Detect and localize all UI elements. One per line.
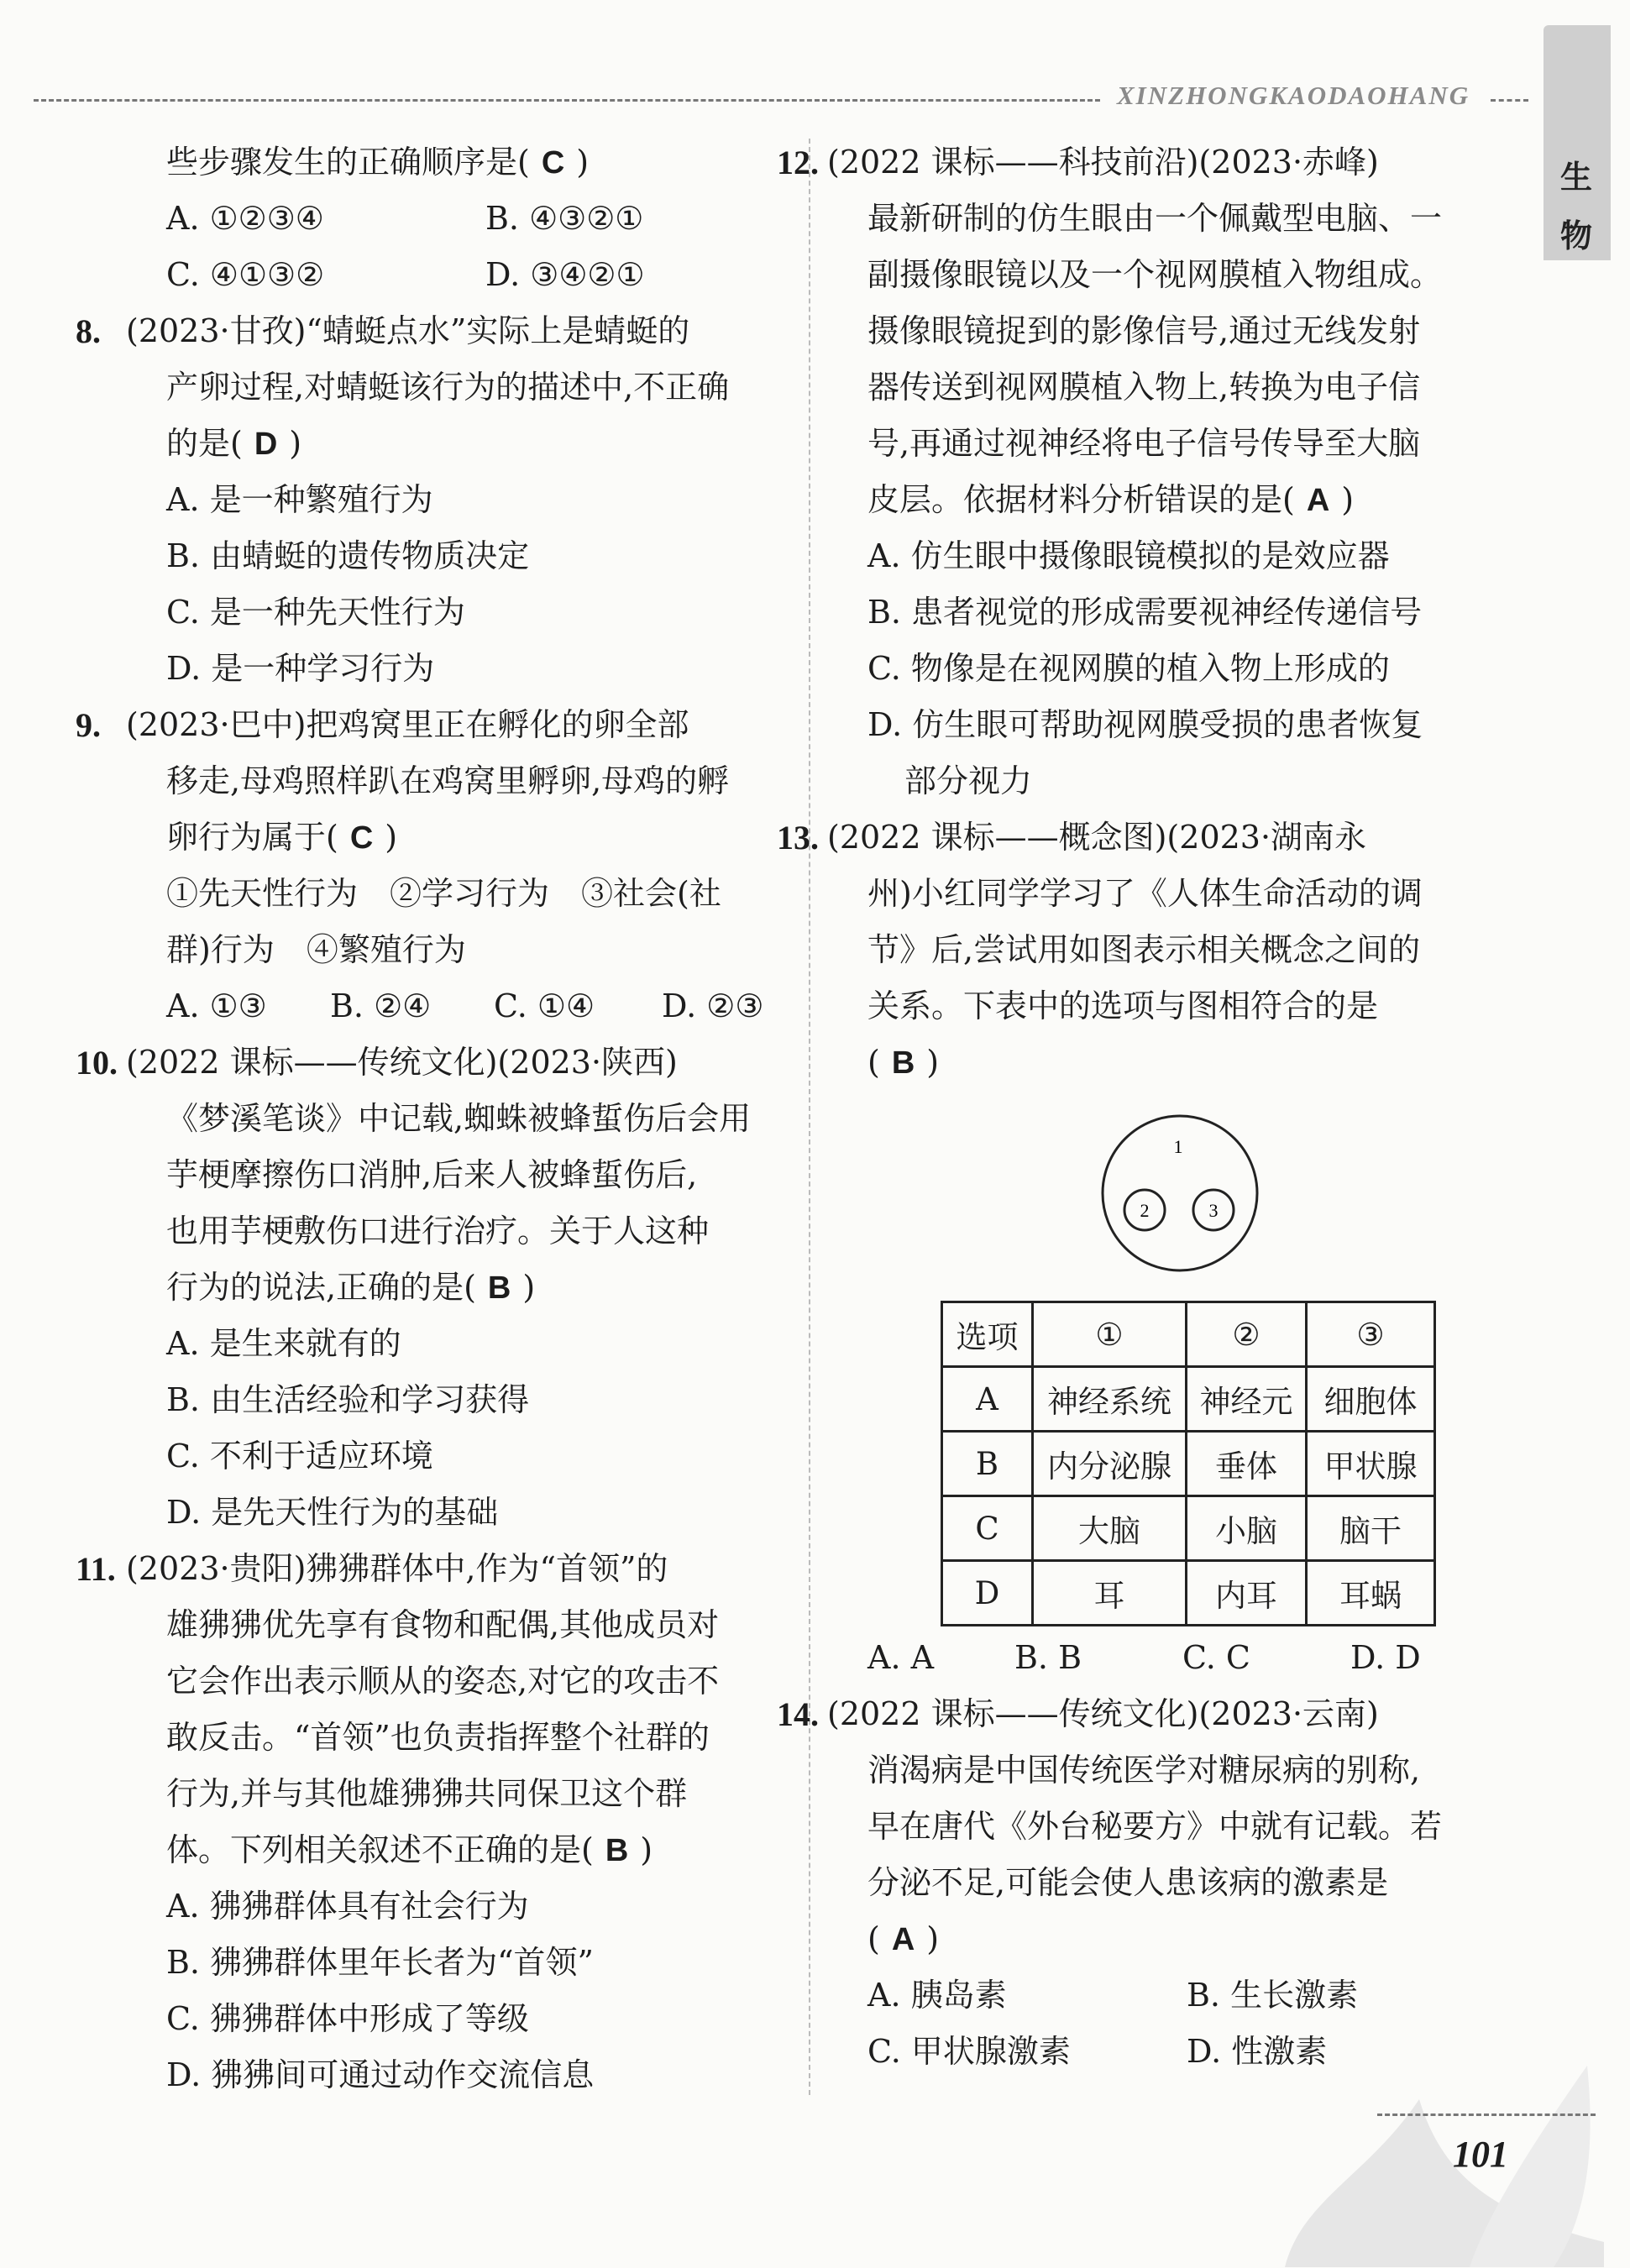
option-b: B. 狒狒群体里年长者为“首领” [166,1944,594,1981]
option-a: A. 狒狒群体具有社会行为 [166,1888,529,1925]
question-stem: 最新研制的仿生眼由一个佩戴型电脑、一 [867,200,1443,237]
option-b: B. ④③②① [485,200,644,237]
table-row [942,1561,1435,1626]
question-stem: 摄像眼镜捉到的影像信号,通过无线发射 [867,312,1421,349]
table-cell: 神经元 [1187,1367,1307,1432]
option-b: B. ②④ [330,987,432,1024]
table-header-row [942,1302,1435,1367]
question-stem: 《梦溪笔谈》中记载,蜘蛛被蜂蜇伤后会用 [166,1100,752,1137]
circle-label-2: 2 [1140,1200,1150,1221]
options-table [941,1301,1436,1626]
options-row [126,191,789,247]
table-cell: 耳蜗 [1307,1561,1435,1626]
table-cell: 大脑 [1033,1496,1187,1561]
option-d: D. D [1350,1639,1421,1676]
question-stem: 分泌不足,可能会使人患该病的激素是 [867,1864,1389,1901]
table-row [942,1367,1435,1432]
question-stem: 关系。下表中的选项与图相符合的是 [867,987,1379,1024]
circle-label-3: 3 [1208,1200,1219,1221]
table-cell: 耳 [1033,1561,1187,1626]
option-c: C. 甲状腺激素 [867,2033,1071,2070]
options-row [827,1967,1482,2024]
option-b: B. B [1014,1639,1082,1676]
options-row [126,247,789,303]
option-a: A. 胰岛素 [867,1977,1007,2014]
question-number: 11. [76,1550,116,1588]
option-d: D. ③④②① [485,256,645,293]
options-row [126,978,789,1034]
answer: B [891,1045,915,1081]
question-stem: 副摄像眼镜以及一个视网膜植入物组成。 [867,256,1443,293]
question-stem: (2022 课标——概念图)(2023·湖南永 [827,819,1367,856]
table-cell: C [942,1496,1033,1561]
circle-label-1: 1 [1173,1136,1183,1157]
table-cell: B [942,1432,1033,1496]
table-cell: 神经系统 [1033,1367,1187,1432]
question-stem: 体。下列相关叙述不正确的是( [166,1831,594,1868]
header-rule-end [1491,99,1528,102]
options-row [827,1630,1482,1686]
question-stem: (2023·甘孜)“蜻蜓点水”实际上是蜻蜓的 [126,312,690,349]
question-13: 13. (2022 课标——概念图)(2023·湖南永 州)小红同学学习了《人体生命活动的调 节》后,尝试用如图表示相关概念之间的 关系。下表中的选项与图相符合的是 ( B ) 1 2 3 选项 ① ② ③ A 神经系统 神经元 细胞体 B 内分泌腺 垂体 甲状腺 C 大脑 小脑 脑干 D 耳 内耳 耳蜗 A. A B. B C. C D. D [827,809,1482,1686]
question-14: 14. (2022 课标——传统文化)(2023·云南) 消渴病是中国传统医学对糖尿病的别称, 早在唐代《外台秘要方》中就有记载。若 分泌不足,可能会使人患该病的激素是 ( A ) A. 胰岛素 B. 生长激素 C. 甲状腺激素 D. 性激素 [827,1686,1482,2080]
table-cell: 脑干 [1307,1496,1435,1561]
question-stem: 行为,并与其他雄狒狒共同保卫这个群 [166,1775,688,1812]
option-c: C. 不利于适应环境 [166,1438,433,1474]
question-7-tail: 些步骤发生的正确顺序是( C ) A. ①②③④ B. ④③②① C. ④①③② D. ③④②① [126,134,789,303]
footer-rule [1377,2113,1596,2116]
option-a: A. 是一种繁殖行为 [166,481,433,518]
option-c: C. 物像是在视网膜的植入物上形成的 [867,650,1390,687]
left-column [76,134,789,2103]
question-number: 13. [777,819,819,856]
question-stem: 器传送到视网膜植入物上,转换为电子信 [867,369,1421,406]
option-b: B. 由蜻蜓的遗传物质决定 [166,537,530,574]
option-a: A. 是生来就有的 [166,1325,401,1362]
question-stem: 皮层。依据材料分析错误的是( [867,481,1295,518]
option-d: D. 仿生眼可帮助视网膜受损的患者恢复 [867,706,1423,743]
question-stem: (2023·贵阳)狒狒群体中,作为“首领”的 [126,1550,668,1587]
option-d: D. 狒狒间可通过动作交流信息 [166,2056,595,2093]
table-header-cell: ② [1187,1302,1307,1367]
option-c: C. 狒狒群体中形成了等级 [166,2000,529,2037]
option-d: D. 是一种学习行为 [166,650,435,687]
table-row [942,1432,1435,1496]
subject-tab [1544,25,1611,260]
concept-diagram [827,1109,1482,1286]
option-c: C. ①④ [494,987,595,1024]
question-number: 14. [777,1695,819,1733]
answer: A [891,1922,915,1957]
question-stem: 产卵过程,对蜻蜓该行为的描述中,不正确 [166,369,730,406]
question-12: 12. (2022 课标——科技前沿)(2023·赤峰) 最新研制的仿生眼由一个佩戴型电脑、一 副摄像眼镜以及一个视网膜植入物组成。 摄像眼镜捉到的影像信号,通过无线发射 器传送到视网膜植入物上,转换为电子信 号,再通过视神经将电子信号传导至大脑 皮层。依据材料分析错误的是( A ) A. 仿生眼中摄像眼镜模拟的是效应器 B. 患者视觉的形成需要视神经传递信号 C. 物像是在视网膜的植入物上形成的 D. 仿生眼可帮助视网膜受损的患者恢复 部分视力 [827,134,1482,809]
table-cell: 甲状腺 [1307,1432,1435,1496]
question-stem: 节》后,尝试用如图表示相关概念之间的 [867,931,1421,968]
table-cell: 小脑 [1187,1496,1307,1561]
question-stem: 卵行为属于( [166,819,338,856]
answer: C [349,820,374,856]
option-a: A. ①③ [166,987,267,1024]
option-b: B. 生长激素 [1187,1977,1359,2014]
answer: C [541,145,565,181]
subject-char-2: 物 [1560,217,1593,254]
question-11: 11. (2023·贵阳)狒狒群体中,作为“首领”的 雄狒狒优先享有食物和配偶,其他成员对 它会作出表示顺从的姿态,对它的攻击不 敢反击。“首领”也负责指挥整个社群的 行为,并与其他雄狒狒共同保卫这个群 体。下列相关叙述不正确的是( B ) A. 狒狒群体具有社会行为 B. 狒狒群体里年长者为“首领” C. 狒狒群体中形成了等级 D. 狒狒间可通过动作交流信息 [126,1541,789,2103]
option-d: D. 是先天性行为的基础 [166,1494,499,1531]
table-header-cell: ③ [1307,1302,1435,1367]
item-list: ①先天性行为 ②学习行为 ③社会(社 [166,875,721,912]
table-header-cell: ① [1033,1302,1187,1367]
question-stem: 行为的说法,正确的是( [166,1269,476,1306]
answer: B [605,1833,629,1868]
header-rule [34,99,1100,102]
option-a: A. ①②③④ [166,200,324,237]
option-d: D. 性激素 [1187,2033,1328,2070]
column-divider [809,139,810,2095]
question-stem: 早在唐代《外台秘要方》中就有记载。若 [867,1808,1443,1845]
option-c: C. ④①③② [166,256,325,293]
question-stem: (2022 课标——科技前沿)(2023·赤峰) [827,144,1379,181]
question-stem: 州)小红同学学习了《人体生命活动的调 [867,875,1423,912]
right-column [777,134,1482,2080]
item-list: 群)行为 ④繁殖行为 [166,931,466,968]
page-number: 101 [1453,2134,1508,2175]
option-b: B. 由生活经验和学习获得 [166,1381,530,1418]
question-10: 10. (2022 课标——传统文化)(2023·陕西) 《梦溪笔谈》中记载,蜘蛛被蜂蜇伤后会用 芋梗摩擦伤口消肿,后来人被蜂蜇伤后, 也用芋梗敷伤口进行治疗。关于人这种 行为的说法,正确的是( B ) A. 是生来就有的 B. 由生活经验和学习获得 C. 不利于适应环境 D. 是先天性行为的基础 [126,1034,789,1541]
option-d-continuation: 部分视力 [904,762,1033,799]
question-stem: 的是( [166,425,243,462]
option-c: C. 是一种先天性行为 [166,594,465,631]
option-d: D. ②③ [662,987,764,1024]
question-9: 9. (2023·巴中)把鸡窝里正在孵化的卵全部 移走,母鸡照样趴在鸡窝里孵卵,母鸡的孵 卵行为属于( C ) ①先天性行为 ②学习行为 ③社会(社 群)行为 ④繁殖行为 A. ①③ B. ②④ C. ①④ D. ②③ [126,697,789,1034]
table-row [942,1496,1435,1561]
question-stem: 也用芋梗敷伤口进行治疗。关于人这种 [166,1213,710,1249]
table-cell: D [942,1561,1033,1626]
question-stem: 移走,母鸡照样趴在鸡窝里孵卵,母鸡的孵 [166,762,730,799]
question-number: 9. [76,706,101,744]
question-stem: (2022 课标——传统文化)(2023·云南) [827,1695,1379,1732]
question-stem: (2022 课标——传统文化)(2023·陕西) [126,1044,678,1081]
running-title: XINZHONGKAODAOHANG [1117,81,1470,110]
leaf-decoration-icon [1251,2049,1604,2267]
option-a: A. A [867,1639,935,1676]
answer: B [487,1270,511,1306]
question-number: 8. [76,312,101,350]
question-number: 12. [777,144,819,181]
table-cell: 内分泌腺 [1033,1432,1187,1496]
question-stem: 消渴病是中国传统医学对糖尿病的别称, [867,1752,1421,1789]
option-c: C. C [1182,1639,1250,1676]
question-stem: 些步骤发生的正确顺序是( [166,144,530,181]
table-cell: 细胞体 [1307,1367,1435,1432]
subject-char-1: 生 [1560,158,1593,196]
option-a: A. 仿生眼中摄像眼镜模拟的是效应器 [867,537,1390,574]
answer: D [254,427,278,462]
answer: A [1306,483,1330,518]
table-cell: A [942,1367,1033,1432]
table-header-cell: 选项 [942,1302,1033,1367]
question-stem: 它会作出表示顺从的姿态,对它的攻击不 [166,1663,720,1700]
option-b: B. 患者视觉的形成需要视神经传递信号 [867,594,1423,631]
question-stem: 敢反击。“首领”也负责指挥整个社群的 [166,1719,710,1756]
table-cell: 垂体 [1187,1432,1307,1496]
question-stem: 号,再通过视神经将电子信号传导至大脑 [867,425,1421,462]
question-stem: 芋梗摩擦伤口消肿,后来人被蜂蜇伤后, [166,1156,698,1193]
question-8: 8. (2023·甘孜)“蜻蜓点水”实际上是蜻蜓的 产卵过程,对蜻蜓该行为的描述中,不正确 的是( D ) A. 是一种繁殖行为 B. 由蜻蜓的遗传物质决定 C. 是一种先天性行为 D. 是一种学习行为 [126,303,789,697]
question-number: 10. [76,1044,118,1082]
question-stem: (2023·巴中)把鸡窝里正在孵化的卵全部 [126,706,689,743]
question-stem: 雄狒狒优先享有食物和配偶,其他成员对 [166,1606,720,1643]
concept-diagram-svg [1096,1109,1264,1277]
table-cell: 内耳 [1187,1561,1307,1626]
